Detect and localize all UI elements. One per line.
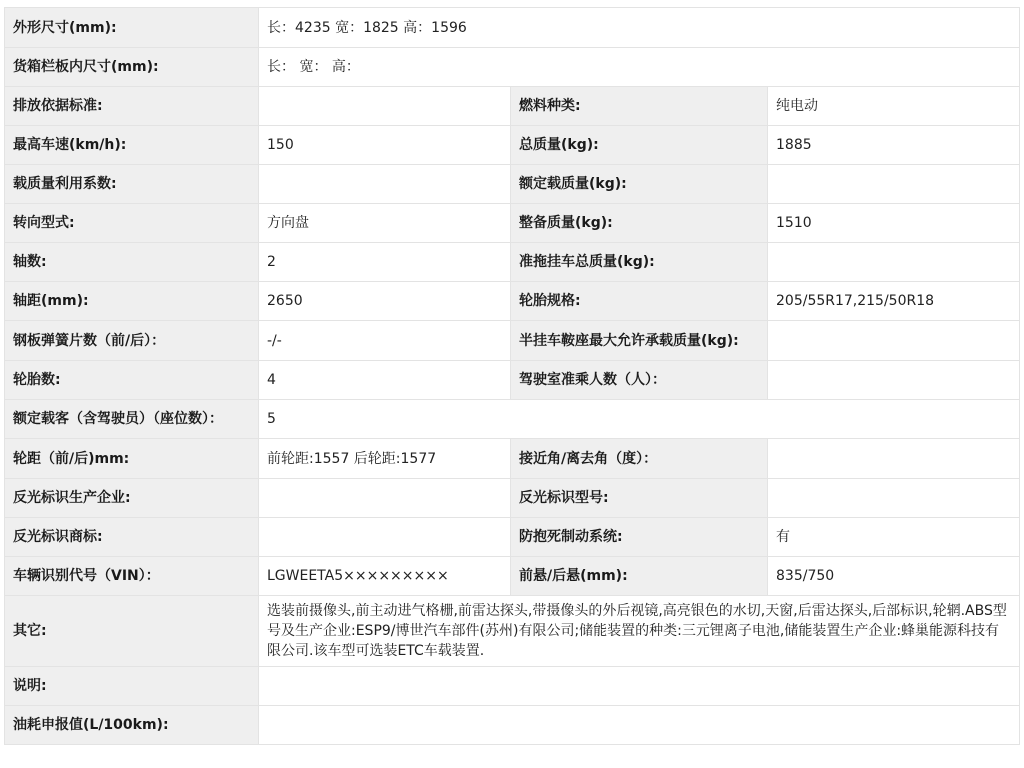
label-trailer-mass: 准拖挂车总质量(kg): (511, 243, 768, 282)
label-notes: 说明: (5, 667, 259, 706)
label-tire-spec: 轮胎规格: (511, 282, 768, 321)
row-leaf-springs (5, 321, 1020, 361)
value-curb-mass: 1510 (768, 204, 1020, 243)
value-other: 选装前摄像头,前主动进气格栅,前雷达探头,带摄像头的外后视镜,高亮银色的水切,天窗,后雷达探头,后部标识,轮辋.ABS型号及生产企业:ESP9/博世汽车部件(苏州)有限公司;储能装置的种类:三元锂离子电池,储能装置生产企业:蜂巢能源科技有限公司.该车型可选装ETC车载装置. (259, 596, 1020, 667)
row-reflective-brand (5, 518, 1020, 557)
row-reflective-maker (5, 479, 1020, 518)
value-fuel-type: 纯电动 (768, 87, 1020, 126)
value-leaf-springs: -/- (259, 321, 511, 361)
value-reflective-brand (259, 518, 511, 557)
row-track (5, 439, 1020, 479)
value-tire-spec: 205/55R17,215/50R18 (768, 282, 1020, 321)
label-fuel-consumption: 油耗申报值(L/100km): (5, 706, 259, 745)
value-overhang: 835/750 (768, 557, 1020, 596)
value-abs: 有 (768, 518, 1020, 557)
label-overhang: 前悬/后悬(mm): (511, 557, 768, 596)
label-wheelbase: 轴距(mm): (5, 282, 259, 321)
label-seats: 额定载客（含驾驶员）（座位数）： (5, 400, 259, 439)
label-rated-load: 额定载质量(kg): (511, 165, 768, 204)
value-total-mass: 1885 (768, 126, 1020, 165)
row-dimensions (5, 8, 1020, 48)
row-seats (5, 400, 1020, 439)
value-track: 前轮距:1557 后轮距:1577 (259, 439, 511, 479)
value-tire-count: 4 (259, 361, 511, 400)
value-trailer-mass (768, 243, 1020, 282)
label-tire-count: 轮胎数: (5, 361, 259, 400)
label-max-speed: 最高车速(km/h): (5, 126, 259, 165)
row-vin (5, 557, 1020, 596)
value-rated-load (768, 165, 1020, 204)
value-axles: 2 (259, 243, 511, 282)
value-fuel-consumption (259, 706, 1020, 745)
row-steering (5, 204, 1020, 243)
value-steering: 方向盘 (259, 204, 511, 243)
value-seats: 5 (259, 400, 1020, 439)
label-reflective-maker: 反光标识生产企业: (5, 479, 259, 518)
row-fuel-consumption (5, 706, 1020, 745)
row-tires (5, 361, 1020, 400)
value-reflective-model (768, 479, 1020, 518)
value-wheelbase: 2650 (259, 282, 511, 321)
label-steering: 转向型式: (5, 204, 259, 243)
value-load-coeff (259, 165, 511, 204)
value-saddle-mass (768, 321, 1020, 361)
label-other: 其它: (5, 596, 259, 667)
row-axles (5, 243, 1020, 282)
label-approach-angle: 接近角/离去角（度）： (511, 439, 768, 479)
value-vin: LGWEETA5××××××××× (259, 557, 511, 596)
label-saddle-mass: 半挂车鞍座最大允许承载质量(kg): (511, 321, 768, 361)
value-max-speed: 150 (259, 126, 511, 165)
row-load-coeff (5, 165, 1020, 204)
label-load-coeff: 载质量利用系数: (5, 165, 259, 204)
label-leaf-springs: 钢板弹簧片数（前/后）： (5, 321, 259, 361)
label-cargo-box: 货箱栏板内尺寸(mm): (5, 48, 259, 87)
row-max-speed (5, 126, 1020, 165)
value-cargo-box: 长： 宽： 高： (259, 48, 1020, 87)
value-approach-angle (768, 439, 1020, 479)
value-reflective-maker (259, 479, 511, 518)
row-notes (5, 667, 1020, 706)
label-curb-mass: 整备质量(kg): (511, 204, 768, 243)
row-emission (5, 87, 1020, 126)
row-other (5, 596, 1020, 667)
value-notes (259, 667, 1020, 706)
vehicle-spec-table (4, 7, 1020, 745)
label-axles: 轴数: (5, 243, 259, 282)
label-total-mass: 总质量(kg): (511, 126, 768, 165)
value-cab-occupants (768, 361, 1020, 400)
row-cargo-box (5, 48, 1020, 87)
label-dimensions: 外形尺寸(mm): (5, 8, 259, 48)
label-vin: 车辆识别代号（VIN）： (5, 557, 259, 596)
label-reflective-brand: 反光标识商标: (5, 518, 259, 557)
label-abs: 防抱死制动系统: (511, 518, 768, 557)
label-reflective-model: 反光标识型号: (511, 479, 768, 518)
value-dimensions: 长：4235 宽：1825 高：1596 (259, 8, 1020, 48)
label-track: 轮距（前/后)mm: (5, 439, 259, 479)
label-emission: 排放依据标准: (5, 87, 259, 126)
label-cab-occupants: 驾驶室准乘人数（人）： (511, 361, 768, 400)
label-fuel-type: 燃料种类: (511, 87, 768, 126)
row-wheelbase (5, 282, 1020, 321)
value-emission (259, 87, 511, 126)
